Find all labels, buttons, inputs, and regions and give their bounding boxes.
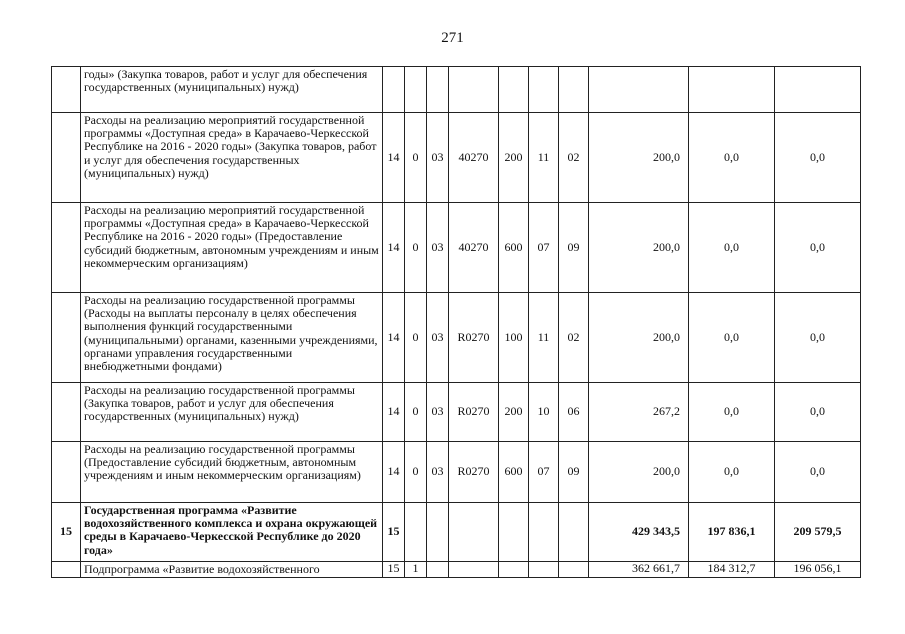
code-cell: 15 — [383, 562, 405, 578]
amount-cell: 0,0 — [689, 293, 775, 383]
code-cell: 11 — [529, 293, 559, 383]
code-cell: 09 — [559, 442, 589, 503]
code-cell — [405, 503, 427, 562]
code-cell: 0 — [405, 442, 427, 503]
row-description: годы» (Закупка товаров, работ и услуг для обеспечения государственных (муниципальных) нужд) — [81, 67, 383, 113]
row-description: Расходы на реализацию государственной программы (Закупка товаров, работ и услуг для обеспечения государственных (муниципальных) нужд) — [81, 383, 383, 442]
row-number — [52, 203, 81, 293]
amount-cell: 0,0 — [689, 113, 775, 203]
amount-cell: 200,0 — [589, 442, 689, 503]
code-cell: 10 — [529, 383, 559, 442]
table-row — [52, 293, 861, 383]
code-cell: R0270 — [449, 293, 499, 383]
amount-cell: 362 661,7 — [589, 562, 689, 578]
amount-cell: 200,0 — [589, 203, 689, 293]
row-number — [52, 383, 81, 442]
code-cell — [529, 67, 559, 113]
amount-cell: 429 343,5 — [589, 503, 689, 562]
code-cell — [559, 67, 589, 113]
table-row — [52, 67, 861, 113]
amount-cell — [689, 67, 775, 113]
table-row — [52, 442, 861, 503]
amount-cell — [589, 67, 689, 113]
code-cell: 0 — [405, 203, 427, 293]
row-number — [52, 113, 81, 203]
code-cell: 15 — [383, 503, 405, 562]
code-cell: 07 — [529, 442, 559, 503]
budget-table — [51, 66, 861, 578]
code-cell: 40270 — [449, 113, 499, 203]
code-cell: 03 — [427, 442, 449, 503]
row-description: Подпрограмма «Развитие водохозяйственного — [81, 562, 383, 578]
code-cell: 600 — [499, 203, 529, 293]
amount-cell — [775, 67, 861, 113]
code-cell — [499, 562, 529, 578]
amount-cell: 0,0 — [775, 383, 861, 442]
code-cell — [529, 562, 559, 578]
table-row — [52, 113, 861, 203]
row-number — [52, 293, 81, 383]
table-row — [52, 203, 861, 293]
code-cell: 14 — [383, 293, 405, 383]
code-cell: 600 — [499, 442, 529, 503]
code-cell: 0 — [405, 383, 427, 442]
code-cell — [405, 67, 427, 113]
code-cell — [499, 503, 529, 562]
code-cell: 40270 — [449, 203, 499, 293]
code-cell — [449, 503, 499, 562]
amount-cell: 200,0 — [589, 113, 689, 203]
row-description: Государственная программа «Развитие водохозяйственного комплекса и охрана окружающей среды в Карачаево-Черкесской Республике до 2020 года» — [81, 503, 383, 562]
code-cell: 14 — [383, 113, 405, 203]
code-cell — [449, 562, 499, 578]
code-cell: 14 — [383, 383, 405, 442]
amount-cell: 0,0 — [689, 442, 775, 503]
amount-cell: 0,0 — [775, 113, 861, 203]
code-cell: 0 — [405, 293, 427, 383]
amount-cell: 196 056,1 — [775, 562, 861, 578]
code-cell: R0270 — [449, 383, 499, 442]
row-description: Расходы на реализацию государственной программы (Предоставление субсидий бюджетным, автономным учреждениям и иным некоммерческим организациям) — [81, 442, 383, 503]
amount-cell: 0,0 — [689, 383, 775, 442]
code-cell: 1 — [405, 562, 427, 578]
code-cell — [449, 67, 499, 113]
code-cell: 02 — [559, 113, 589, 203]
row-number — [52, 442, 81, 503]
code-cell: 03 — [427, 293, 449, 383]
code-cell: 09 — [559, 203, 589, 293]
amount-cell: 0,0 — [775, 203, 861, 293]
code-cell: 02 — [559, 293, 589, 383]
amount-cell: 200,0 — [589, 293, 689, 383]
code-cell — [427, 503, 449, 562]
code-cell: 14 — [383, 442, 405, 503]
code-cell — [427, 67, 449, 113]
code-cell: 03 — [427, 203, 449, 293]
table-row — [52, 562, 861, 578]
row-number: 15 — [52, 503, 81, 562]
table-row-program — [52, 503, 861, 562]
page-number: 271 — [441, 30, 464, 46]
code-cell: 03 — [427, 383, 449, 442]
amount-cell: 267,2 — [589, 383, 689, 442]
code-cell — [559, 562, 589, 578]
code-cell — [427, 562, 449, 578]
code-cell — [559, 503, 589, 562]
code-cell: R0270 — [449, 442, 499, 503]
amount-cell: 0,0 — [775, 442, 861, 503]
code-cell: 07 — [529, 203, 559, 293]
code-cell: 14 — [383, 203, 405, 293]
row-number — [52, 562, 81, 578]
code-cell: 0 — [405, 113, 427, 203]
amount-cell: 184 312,7 — [689, 562, 775, 578]
code-cell — [499, 67, 529, 113]
amount-cell: 0,0 — [689, 203, 775, 293]
row-description: Расходы на реализацию мероприятий государственной программы «Доступная среда» в Карачаево-Черкесской Республике на 2016 - 2020 годы» (Предоставление субсидий бюджетным, автономным учреждениям и иным некоммерческим организациям) — [81, 203, 383, 293]
code-cell: 200 — [499, 113, 529, 203]
code-cell: 200 — [499, 383, 529, 442]
table-row — [52, 383, 861, 442]
row-description: Расходы на реализацию мероприятий государственной программы «Доступная среда» в Карачаево-Черкесской Республике на 2016 - 2020 годы» (Закупка товаров, работ и услуг для обеспечения государственных (муниципальных) нужд) — [81, 113, 383, 203]
code-cell — [383, 67, 405, 113]
amount-cell: 0,0 — [775, 293, 861, 383]
code-cell: 11 — [529, 113, 559, 203]
row-description: Расходы на реализацию государственной программы (Расходы на выплаты персоналу в целях обеспечения выполнения функций государственными (муниципальными) органами, казенными учреждениями, органами управления государственными внебюджетными фондами) — [81, 293, 383, 383]
row-number — [52, 67, 81, 113]
code-cell: 06 — [559, 383, 589, 442]
amount-cell: 197 836,1 — [689, 503, 775, 562]
amount-cell: 209 579,5 — [775, 503, 861, 562]
code-cell — [529, 503, 559, 562]
code-cell: 100 — [499, 293, 529, 383]
code-cell: 03 — [427, 113, 449, 203]
